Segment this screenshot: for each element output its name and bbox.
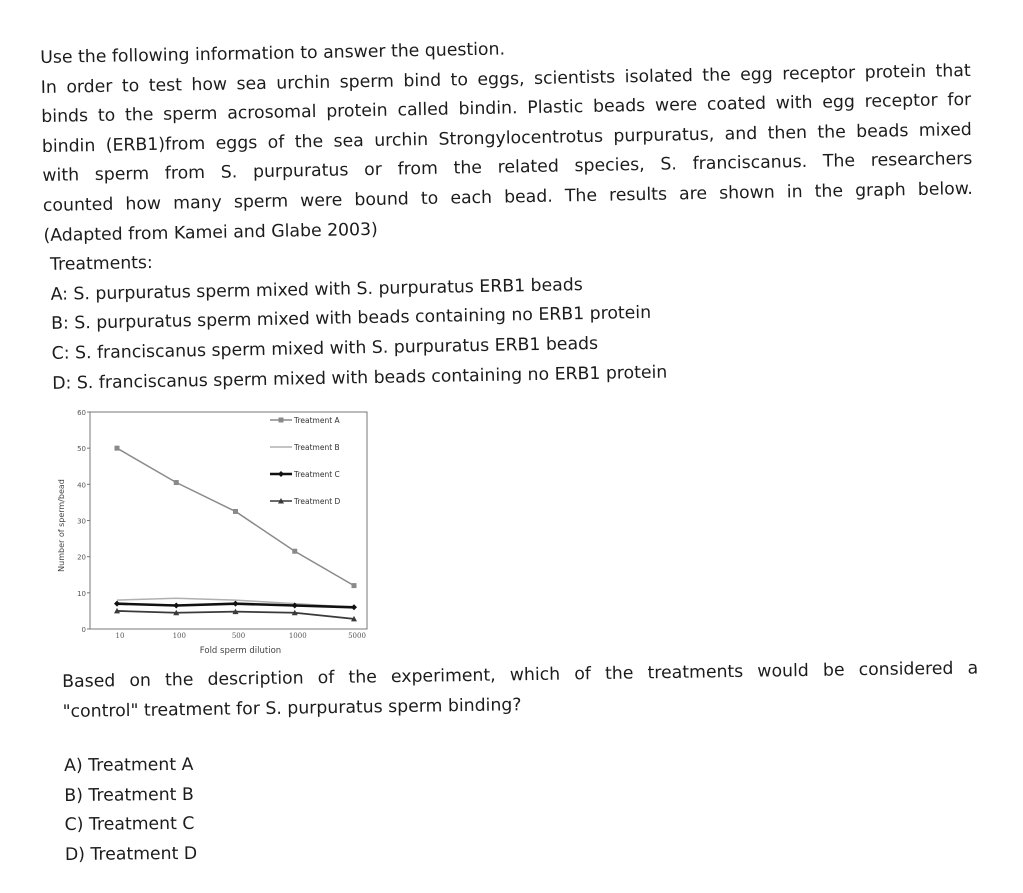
legend-marker [278, 471, 284, 477]
question-stem [40, 27, 976, 399]
x-tick-label: 1000 [288, 632, 307, 640]
question-line: Based on the description of the experiment, which of the treatments would be considered a [62, 658, 979, 692]
description-line: bindin (ERB1)from eggs of the sea urchin Strongylocentrotus purpuratus, and then the beads mixed [41, 119, 972, 157]
x-axis-label: Fold sperm dilution [199, 646, 282, 656]
treatment-item: A: S. purpuratus sperm mixed with S. purpuratus ERB1 beads [50, 274, 583, 305]
treatment-item: D: S. franciscanus sperm mixed with beads containing no ERB1 protein [52, 362, 668, 394]
instructions-heading: Use the following information to answer the question. [40, 39, 506, 68]
legend-marker [279, 418, 284, 423]
answer-option-b[interactable]: B) Treatment B [64, 784, 194, 806]
answer-option-a[interactable]: A) Treatment A [64, 754, 194, 776]
treatment-item: B: S. purpuratus sperm mixed with beads containing no ERB1 protein [50, 303, 652, 335]
y-tick-label: 20 [77, 553, 86, 562]
data-point [292, 549, 297, 554]
x-tick-label: 100 [172, 632, 186, 640]
x-tick-label: 10 [115, 632, 125, 640]
x-tick-label: 500 [231, 632, 246, 640]
question-prompt [62, 654, 979, 727]
y-tick-label: 0 [81, 626, 86, 634]
y-tick-label: 40 [77, 481, 86, 490]
data-point [115, 446, 120, 451]
description-line: counted how many sperm were bound to each bead. The results are shown in the graph below. [42, 178, 973, 216]
x-tick-label: 5000 [348, 632, 366, 640]
legend-label: Treatment D [294, 497, 341, 506]
series-line [117, 448, 354, 585]
binding-chart [52, 404, 382, 664]
data-point [351, 604, 357, 610]
answer-option-c[interactable]: C) Treatment C [64, 814, 195, 836]
treatments-label: Treatments: [49, 253, 153, 276]
legend-label: Treatment B [294, 443, 340, 452]
y-tick-label: 50 [77, 445, 86, 454]
data-point [233, 601, 239, 607]
citation: (Adapted from Kamei and Glabe 2003) [43, 219, 378, 246]
y-axis-label: Number of sperm/bead [57, 479, 66, 572]
data-point [352, 583, 357, 588]
treatment-item: C: S. franciscanus sperm mixed with S. purpuratus ERB1 beads [51, 333, 599, 364]
legend-label: Treatment C [294, 470, 340, 479]
chart-svg [52, 404, 382, 664]
y-tick-label: 10 [77, 589, 86, 598]
answer-option-d[interactable]: D) Treatment D [64, 843, 198, 865]
data-point [233, 509, 238, 514]
description-line: In order to test how sea urchin sperm bind to eggs, scientists isolated the egg receptor protein that [40, 60, 971, 98]
data-point [114, 601, 120, 607]
description-line: binds to the sperm acrosomal protein called bindin. Plastic beads were coated with egg receptor for [41, 90, 972, 128]
legend-label: Treatment A [294, 416, 340, 425]
y-tick-label: 30 [77, 517, 86, 526]
answer-options [64, 751, 197, 871]
data-point [173, 602, 179, 608]
description-line: with sperm from S. purpuratus or from the related species, S. franciscanus. The researchers [42, 149, 973, 187]
question-line: "control" treatment for S. purpuratus sperm binding? [62, 694, 522, 722]
y-tick-label: 60 [77, 409, 86, 417]
data-point [174, 480, 179, 485]
